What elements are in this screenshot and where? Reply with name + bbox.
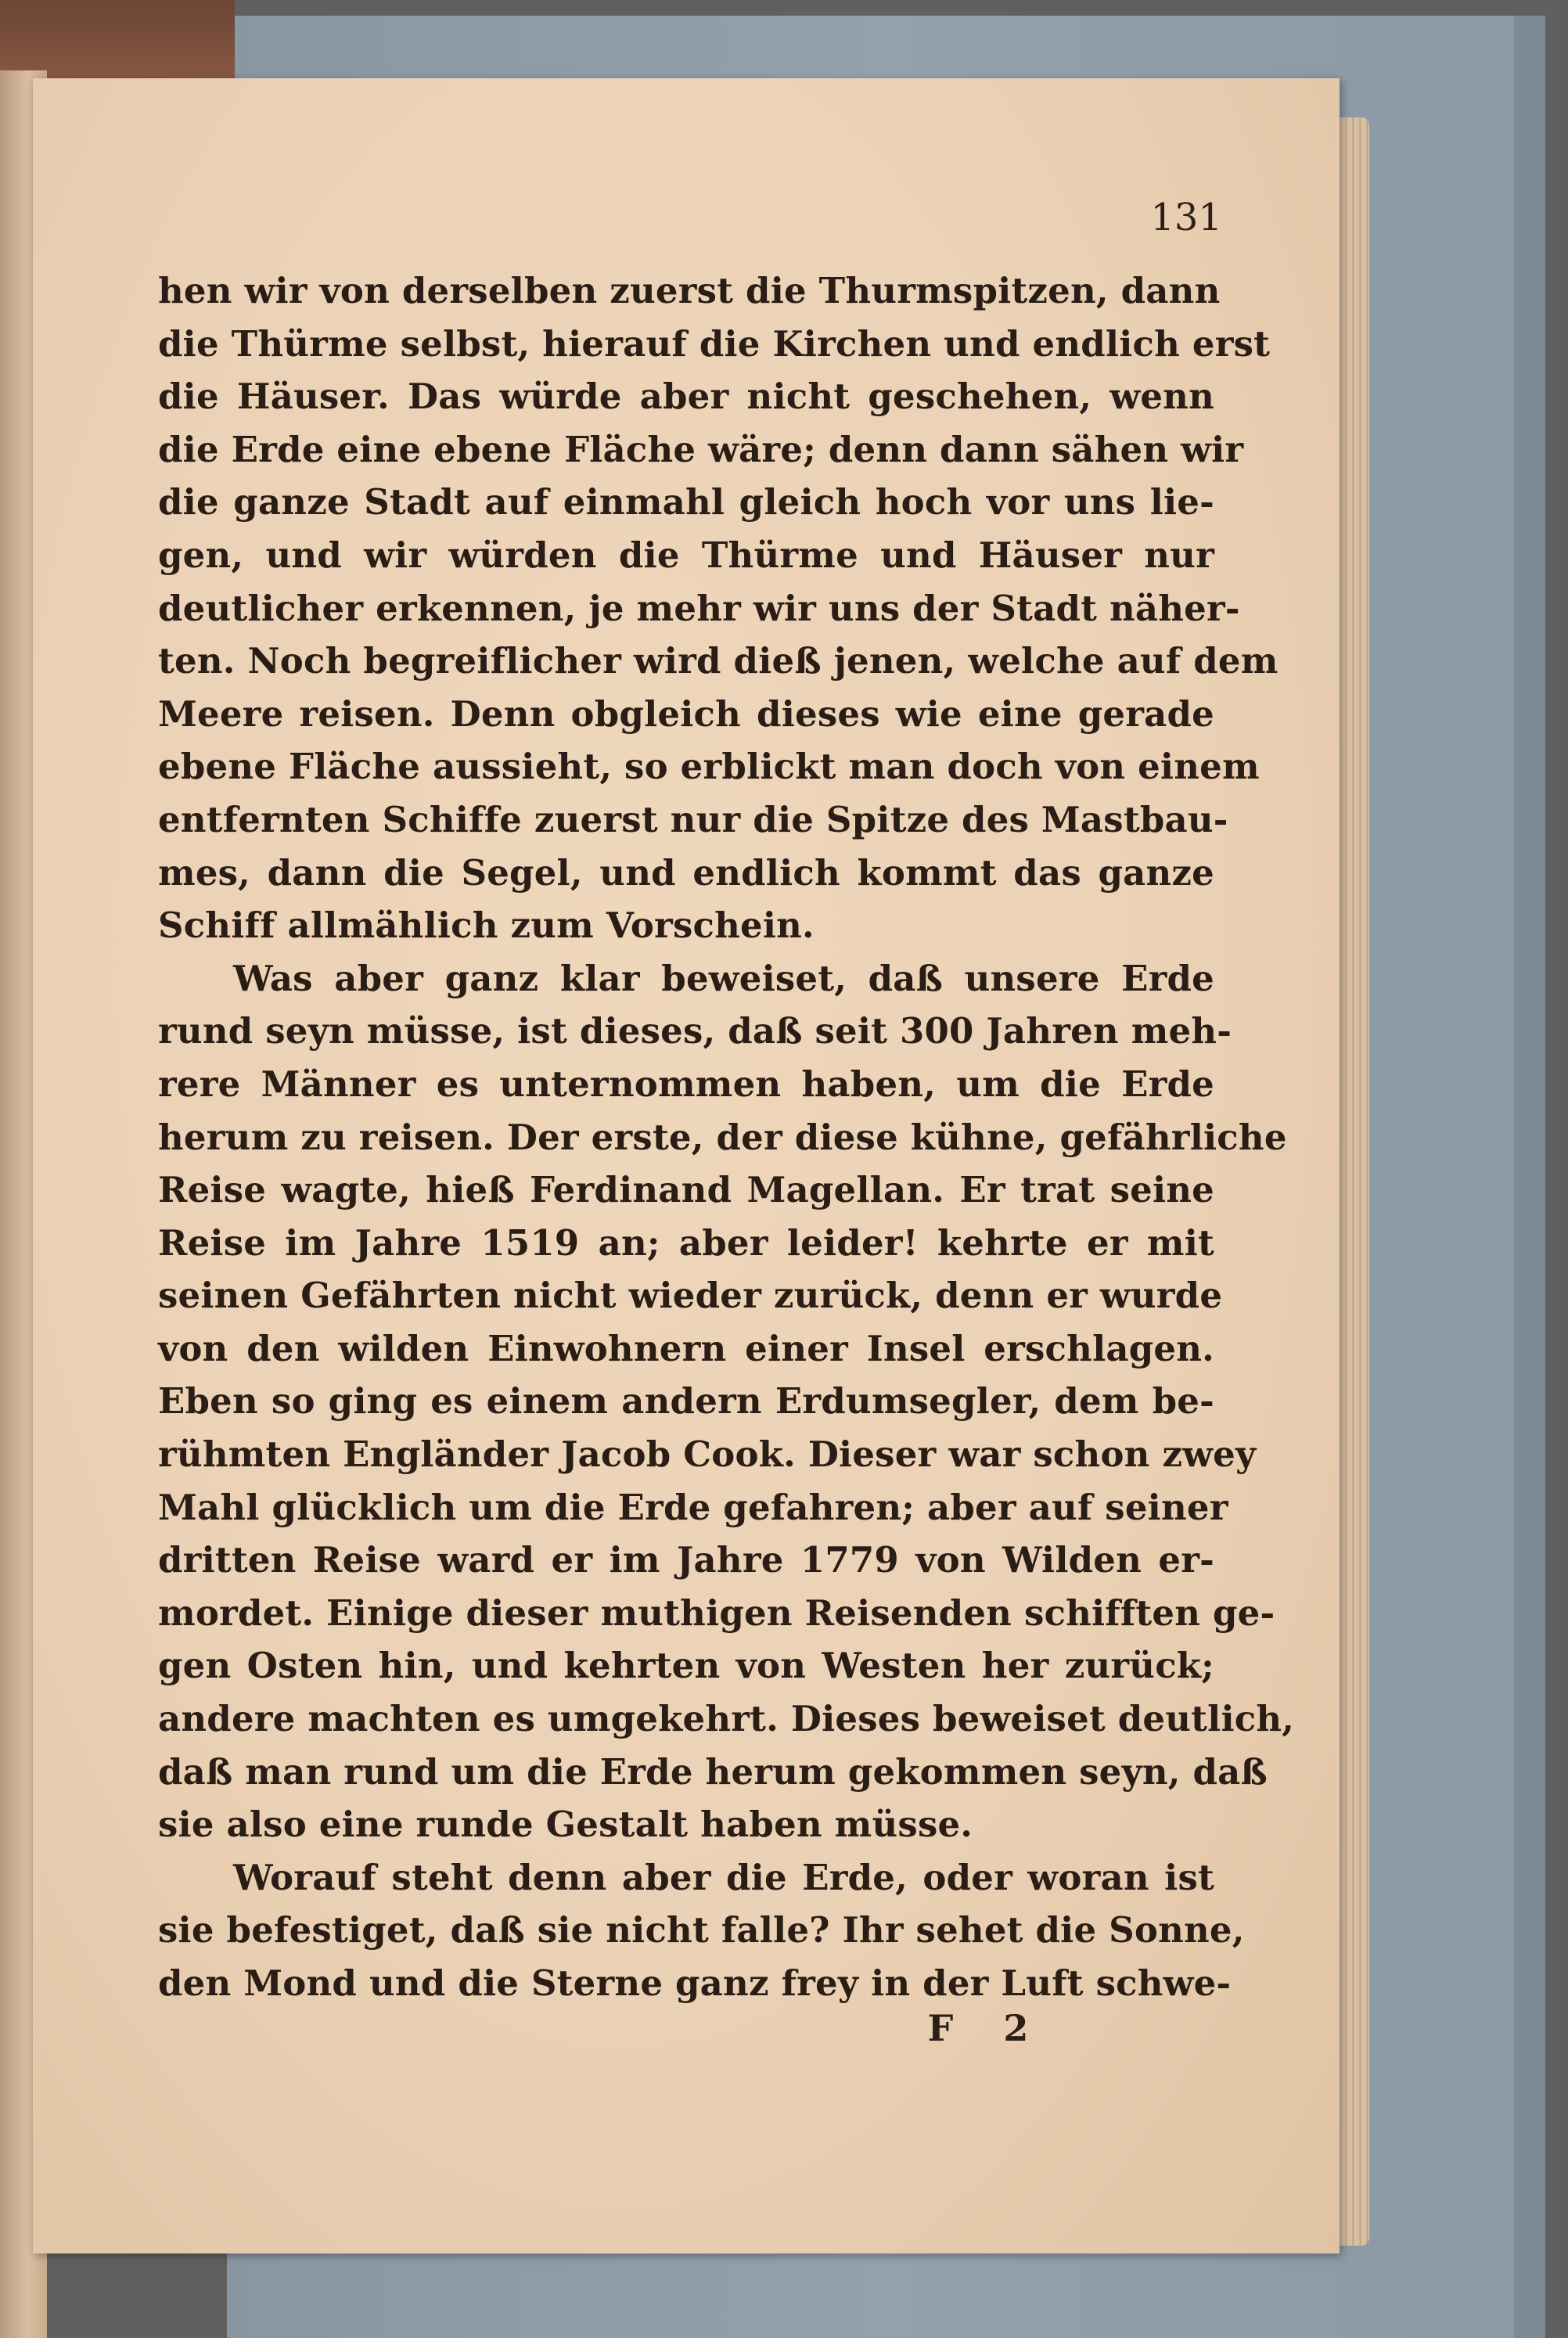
text-line: mordet. Einige dieser muthigen Reisenden schifften ge- — [158, 1592, 1275, 1634]
text-line: rühmten Engländer Jacob Cook. Dieser war schon zwey — [158, 1433, 1257, 1476]
text-line: die Erde eine ebene Fläche wäre; denn dann sähen wir — [158, 428, 1244, 470]
signature-mark: F 2 — [927, 2007, 1048, 2049]
text-line: Reise im Jahre 1519 an; aber leider! kehrte er mit — [158, 1221, 1214, 1264]
text-line: Eben so ging es einem andern Erdumsegler, dem be- — [158, 1380, 1214, 1423]
text-line: rere Männer es unternommen haben, um die Erde — [158, 1063, 1214, 1105]
text-line: den Mond und die Sterne ganz frey in der Luft schwe- — [158, 1962, 1232, 2004]
paragraph-end-line: Schiff allmählich zum Vorschein. — [158, 905, 815, 947]
text-line: entfernten Schiffe zuerst nur die Spitze des Mastbau- — [158, 798, 1228, 840]
text-line: sie befestiget, daß sie nicht falle? Ihr sehet die Sonne, — [158, 1909, 1245, 1951]
text-line: Reise wagte, hieß Ferdinand Magellan. Er trat seine — [158, 1169, 1214, 1211]
board-edge — [1514, 16, 1545, 2338]
page-number: 131 — [1150, 196, 1222, 239]
text-line: die Häuser. Das würde aber nicht geschehen, wenn — [158, 376, 1214, 418]
text-line: gen Osten hin, und kehrten von Westen her zurück; — [158, 1645, 1214, 1687]
text-line: rund seyn müsse, ist dieses, daß seit 300 Jahren meh- — [158, 1010, 1232, 1052]
book-page — [33, 78, 1340, 2253]
text-line: deutlicher erkennen, je mehr wir uns der Stadt näher- — [158, 587, 1240, 629]
text-line: seinen Gefährten nicht wieder zurück, denn er wurde — [158, 1275, 1223, 1317]
text-line: von den wilden Einwohnern einer Insel erschlagen. — [158, 1327, 1214, 1369]
text-line: hen wir von derselben zuerst die Thurmspitzen, dann — [158, 270, 1221, 311]
paragraph-start-line: Worauf steht denn aber die Erde, oder woran ist — [233, 1856, 1214, 1898]
paragraph-end-line: sie also eine runde Gestalt haben müsse. — [158, 1804, 973, 1846]
text-line: gen, und wir würden die Thürme und Häuser nur — [158, 534, 1214, 576]
text-line: herum zu reisen. Der erste, der diese kühne, gefährliche — [158, 1116, 1287, 1158]
text-line: mes, dann die Segel, und endlich kommt das ganze — [158, 851, 1214, 894]
text-line: die Thürme selbst, hierauf die Kirchen und endlich erst — [158, 322, 1271, 365]
text-line: ten. Noch begreiflicher wird dieß jenen, welche auf dem — [158, 640, 1278, 682]
text-line: Mahl glücklich um die Erde gefahren; aber auf seiner — [158, 1486, 1228, 1528]
text-line: andere machten es umgekehrt. Dieses beweiset deutlich, — [158, 1698, 1295, 1740]
text-line: dritten Reise ward er im Jahre 1779 von Wilden er- — [158, 1539, 1214, 1581]
body-text — [158, 264, 1295, 2010]
text-line: daß man rund um die Erde herum gekommen seyn, daß — [158, 1750, 1268, 1793]
text-line: ebene Fläche aussieht, so erblickt man doch von einem — [158, 746, 1260, 788]
text-line: die ganze Stadt auf einmahl gleich hoch vor uns lie- — [158, 481, 1214, 523]
paragraph-start-line: Was aber ganz klar beweiset, daß unsere Erde — [233, 957, 1214, 999]
text-line: Meere reisen. Denn obgleich dieses wie eine gerade — [158, 692, 1214, 735]
